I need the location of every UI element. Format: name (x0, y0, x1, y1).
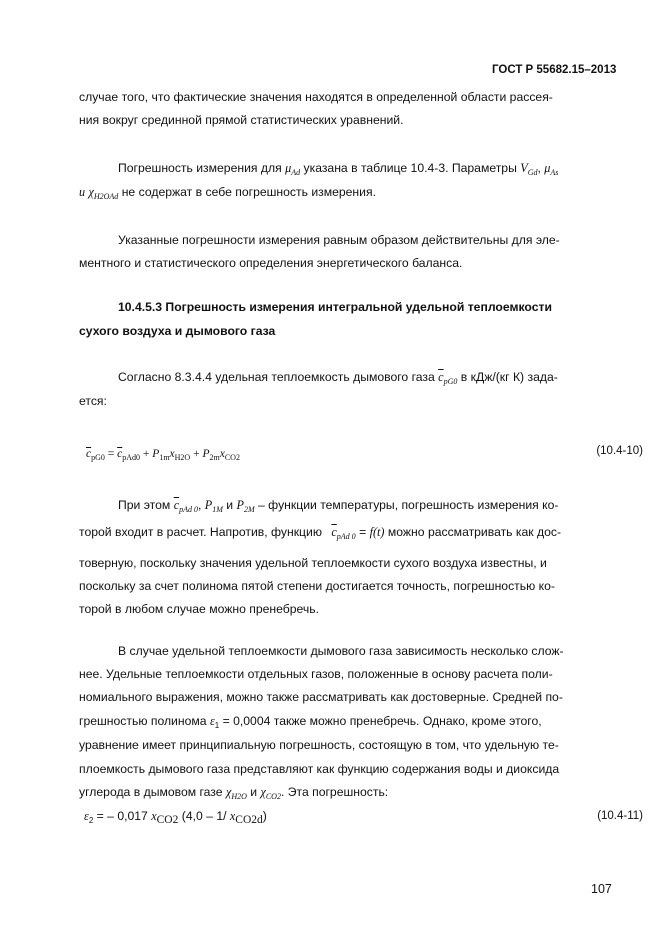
symbol-letter: x (219, 448, 225, 460)
paragraph-2-line-1 (118, 160, 558, 181)
text-fragment: и (226, 498, 234, 512)
c-symbol (174, 498, 198, 512)
paragraph-6-line-6: плоемкость дымового газа представляют как функцию содержания воды и диоксида (79, 762, 560, 776)
v-symbol (520, 161, 537, 175)
text-fragment: углерода в дымовом газе (79, 785, 223, 799)
symbol-subscript: H2OAd (93, 192, 119, 201)
symbol-letter: $\overline{c}$ (331, 525, 337, 539)
symbol-letter: μ (285, 161, 292, 175)
paragraph-4-line-1 (118, 369, 558, 390)
paragraph-4-line-2: ется: (79, 394, 107, 408)
symbol-subscript: CO2d (235, 814, 263, 826)
plus-sign: + (193, 448, 200, 460)
symbol-subscript: 1 (214, 721, 220, 730)
text-fragment: Согласно 8.3.4.4 удельная теплоемкость дымового газа (118, 370, 435, 384)
comma: , (198, 498, 202, 512)
paragraph-5-line-2 (79, 524, 561, 545)
symbol-letter: χ (225, 785, 232, 799)
symbol-letter: $\overline{c}$ (86, 448, 92, 460)
plus-sign: + (142, 448, 150, 460)
paragraph-6-line-3: номиального выражения, можно также рассматривать как достоверные. Средней по- (79, 690, 563, 704)
symbol-subscript: Gd (527, 168, 538, 177)
text-fragment: . Эта погрешность: (280, 785, 389, 799)
symbol-letter: $\overline{c}$ (117, 448, 123, 460)
text-fragment: в кДж/(кг К) задa- (460, 370, 558, 384)
equation-number: (10.4-11) (597, 810, 643, 822)
text-fragment: и (250, 785, 258, 799)
text-fragment: – функции температуры, погрешность измерения ко- (258, 498, 559, 512)
comma: , (537, 161, 541, 175)
section-heading-line-1: 10.4.5.3 Погрешность измерения интегральной удельной теплоемкости (118, 300, 552, 314)
text-fragment: торой входит в расчет. Напротив, функцию (79, 525, 322, 539)
symbol-subscript: CO2 (156, 814, 179, 826)
equation-10-4-11 (84, 808, 267, 829)
text-fragment: (4,0 – 1/ (181, 809, 227, 823)
c-symbol (438, 370, 457, 384)
symbol-subscript: pG0 (443, 377, 458, 386)
paragraph-3-line-1: Указанные погрешности измерения равным образом действительны для эле- (118, 233, 560, 247)
paragraph-5-line-4: поскольку за счет полинома пятой степени достигается точность, погрешностью ко- (79, 579, 555, 593)
equation-10-4-10 (86, 446, 240, 466)
paragraph-3-line-2: ментного и статистического определения энергетического баланса. (79, 256, 463, 270)
symbol-subscript: Ad (291, 168, 301, 177)
text-fragment: можно рассматривать как дос- (387, 525, 562, 539)
symbol-letter: P (204, 498, 213, 512)
symbol-subscript: H2O (231, 792, 247, 801)
paragraph-1-line-2: ния вокруг срединной прямой статистических уравнений. (79, 113, 404, 127)
symbol-subscript: pAd 0 (336, 532, 356, 541)
symbol-subscript: H2O (174, 453, 191, 462)
symbol-subscript: CO2 (224, 453, 240, 462)
symbol-subscript: CO2 (265, 792, 281, 801)
symbol-letter: ε (209, 714, 215, 728)
paragraph-6-line-5: уравнение имеет принципиальную погрешность, состоящую в том, что удельную те- (79, 738, 559, 752)
paragraph-5-line-3: товерную, поскольку значения удельной теплоемкости сухого воздуха известны, и (79, 556, 547, 570)
text-fragment: указана в таблице 10.4-3. Параметры (303, 161, 517, 175)
equation-number: (10.4-10) (596, 445, 643, 457)
c-symbol (331, 525, 355, 539)
paragraph-5-line-5: торой в любом случае можно пренебречь. (79, 602, 320, 616)
text-fragment: ) (262, 809, 267, 823)
standard-header: ГОСТ Р 55682.15–2013 (492, 64, 617, 76)
symbol-letter: V (520, 161, 528, 175)
text-fragment: грешностью полинома (79, 714, 207, 728)
paragraph-5-line-1 (118, 497, 558, 518)
text-fragment: При этом (118, 498, 171, 512)
text-fragment: Погрешность измерения для (118, 161, 282, 175)
mu-symbol (285, 161, 300, 175)
symbol-letter: P (152, 448, 160, 460)
equals-sign: = (107, 448, 115, 460)
paragraph-1-line-1: случае того, что фактические значения находятся в определенной области рассея- (79, 90, 553, 104)
symbol-subscript: 1M (212, 505, 223, 514)
symbol-letter: x (151, 809, 157, 823)
symbol-letter: $\overline{c}$ (438, 370, 444, 384)
symbol-letter: x (229, 809, 236, 823)
symbol-letter: $\overline{c}$ (173, 498, 180, 512)
symbol-letter: χ (88, 185, 94, 199)
text-fragment: и (79, 185, 86, 199)
symbol-letter: x (169, 448, 175, 460)
text-fragment: = 0,0004 также можно пренебречь. Однако, кроме этого, (222, 714, 542, 728)
text-fragment: не содержат в себе погрешность измерения. (121, 185, 376, 199)
symbol-letter: ε (84, 809, 89, 823)
symbol-subscript: 2M (243, 505, 255, 514)
text-fragment: = – 0,017 (96, 809, 148, 823)
symbol-letter: χ (260, 785, 266, 799)
equals-sign: = (359, 525, 367, 539)
paragraph-6-line-7 (79, 784, 388, 805)
symbol-letter: P (236, 498, 244, 512)
paragraph-6-line-1: В случае удельной теплоемкости дымового газа зависимость несколько слож- (118, 644, 564, 658)
section-heading-line-2: сухого воздуха и дымового газа (79, 324, 276, 338)
symbol-subscript: 2 (88, 816, 94, 825)
symbol-subscript: As (550, 168, 559, 177)
symbol-subscript: pG0 (91, 453, 105, 462)
mu-symbol (544, 161, 558, 175)
paragraph-6-line-2: нее. Удельные теплоемкости отдельных газов, положенные в основу расчета поли- (79, 667, 553, 681)
symbol-letter: μ (544, 161, 551, 175)
symbol-subscript: pAd 0 (179, 505, 198, 514)
page-number: 107 (591, 882, 612, 896)
paragraph-6-line-4 (79, 713, 542, 734)
chi-symbol (88, 185, 118, 199)
symbol-subscript: 2m (209, 453, 220, 462)
symbol-letter: P (202, 448, 210, 460)
symbol-subscript: 1m (159, 453, 170, 462)
function-notation: f(t) (369, 525, 385, 539)
paragraph-2-line-2 (79, 184, 376, 205)
symbol-subscript: pAd0 (122, 453, 141, 462)
